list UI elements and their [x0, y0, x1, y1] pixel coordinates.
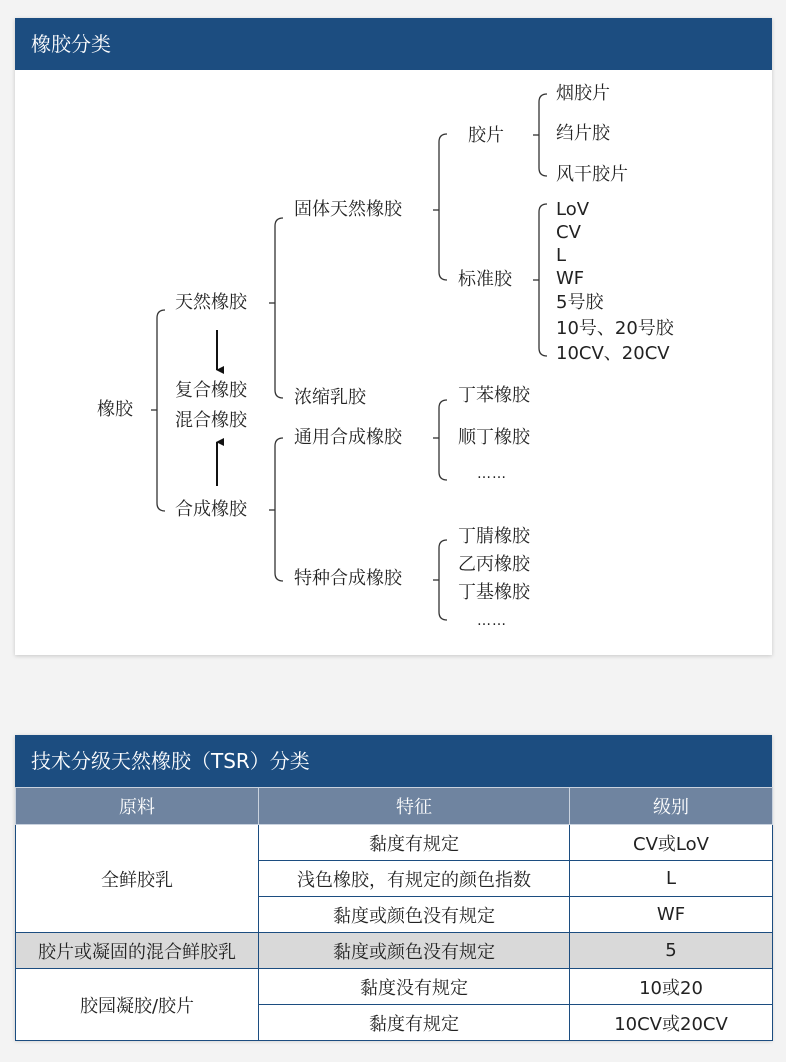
list-item: WF: [556, 268, 585, 289]
table-cell-feature: 黏度有规定: [259, 825, 570, 861]
table-cell-feature: 黏度或颜色没有规定: [259, 933, 570, 969]
table-row: [16, 969, 773, 1005]
table-cell-grade: 10或20: [570, 969, 773, 1005]
table-cell-grade: WF: [570, 897, 773, 933]
root-label: 橡胶: [97, 399, 133, 420]
list-item: 丁基橡胶: [458, 582, 530, 603]
table-cell-feature: 黏度或颜色没有规定: [259, 897, 570, 933]
general-bracket: [439, 400, 447, 480]
table-cell-grade: 10CV或20CV: [570, 1005, 773, 1041]
column-header: 特征: [259, 788, 570, 825]
table-cell-grade: 5: [570, 933, 773, 969]
table-cell-feature: 黏度有规定: [259, 1005, 570, 1041]
column-header: 原料: [16, 788, 259, 825]
standard-bracket: [539, 204, 547, 356]
natural-bracket: [275, 218, 283, 398]
list-item: 10号、20号胶: [556, 318, 674, 339]
list-item: 5号胶: [556, 292, 604, 313]
list-item: 顺丁橡胶: [458, 427, 530, 448]
tsr-table: [15, 787, 773, 1041]
table-cell-feature: 黏度没有规定: [259, 969, 570, 1005]
sheet-bracket: [539, 94, 547, 176]
table-cell-material: 胶园凝胶/胶片: [16, 969, 259, 1041]
general-synthetic-label: 通用合成橡胶: [294, 427, 402, 448]
list-item: L: [556, 245, 567, 266]
solid-natural-label: 固体天然橡胶: [294, 199, 402, 220]
list-item: LoV: [556, 199, 590, 220]
latex-concentrate-label: 浓缩乳胶: [294, 387, 366, 408]
list-item: ……: [477, 466, 507, 482]
standard-label: 标准胶: [458, 269, 512, 290]
list-item: CV: [556, 222, 581, 243]
list-item: 10CV、20CV: [556, 343, 670, 364]
table-cell-grade: CV或LoV: [570, 825, 773, 861]
list-item: 烟胶片: [556, 83, 610, 104]
table-cell-material: 全鲜胶乳: [16, 825, 259, 933]
column-header: 级别: [570, 788, 773, 825]
table-cell-grade: L: [570, 861, 773, 897]
tsr-title: 技术分级天然橡胶（TSR）分类: [15, 735, 772, 787]
composite-rubber-label: 复合橡胶: [175, 380, 247, 401]
list-item: 丁腈橡胶: [458, 526, 530, 547]
special-synthetic-label: 特种合成橡胶: [294, 568, 402, 589]
list-item: ……: [477, 613, 507, 629]
special-bracket: [439, 540, 447, 620]
table-row-highlighted: [16, 933, 773, 969]
root-bracket: [157, 310, 165, 511]
rubber-classification-panel: [15, 18, 772, 655]
blend-rubber-label: 混合橡胶: [175, 410, 247, 431]
table-cell-feature: 浅色橡胶，有规定的颜色指数: [259, 861, 570, 897]
tsr-panel: [15, 735, 772, 1040]
table-header-row: [16, 788, 773, 825]
table-cell-material: 胶片或凝固的混合鲜胶乳: [16, 933, 259, 969]
synthetic-rubber-label: 合成橡胶: [175, 499, 247, 520]
sheet-label: 胶片: [468, 125, 504, 146]
solid-natural-bracket: [439, 134, 447, 280]
list-item: 风干胶片: [556, 164, 628, 185]
natural-rubber-label: 天然橡胶: [175, 292, 247, 313]
list-item: 绉片胶: [556, 123, 610, 144]
list-item: 乙丙橡胶: [458, 554, 530, 575]
table-row: [16, 825, 773, 861]
classification-title: 橡胶分类: [15, 18, 772, 70]
list-item: 丁苯橡胶: [458, 385, 530, 406]
synthetic-bracket: [275, 438, 283, 581]
